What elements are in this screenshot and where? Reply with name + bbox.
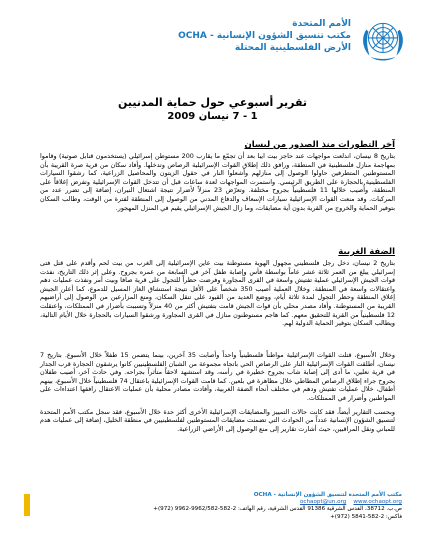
footer-organization: مكتب الأمم المتحدة لتنسيق الشؤون الإنسانية - OCHA [253,492,402,498]
section-west-bank [40,247,395,328]
website-link[interactable]: www.ochaopt.org [353,499,402,506]
report-title-block [0,96,425,124]
section-heading: الضفة الغربية [338,247,395,257]
org-line-1: الأمم المتحدة [292,19,351,29]
report-title: تقرير أسبوعي حول حماية المدنيين [117,96,308,109]
email-link[interactable]: ochaopt@un.org [300,499,347,506]
section-latest-developments [40,140,395,212]
footer-accent-bar [24,494,30,516]
footer-contact-links [72,499,402,506]
report-dates: 1 - 7 نيسان 2009 [167,111,258,122]
section-weekly-casualties [40,351,395,433]
organization-name [131,18,351,54]
un-emblem-icon [357,14,409,66]
org-line-2: مكتب تنسيق الشؤون الإنسانية - OCHA [178,31,351,41]
paragraph: وبحسب التقارير أيضاً، فقد كانت حالات التمييز والمضايقات الإسرائيلية الأخرى أكثر حدة خلال الأسبوع، فقد سجل مكتب الأمم المتحدة لتنسيق الشؤون الإنسانية عدداً من الحوادث التي تضمنت مضايقات المستوطنين لفلسطينيين في منطقة الخليل، إضافة إلى عمليات هدم للمباني ونقل المراقبين، حيث أشارت تقارير إلى منع الوصول إلى الأراضي الزراعية. [40,407,395,433]
paragraph: بتاريخ 8 نيسان، اندلعت مواجهات عند حاجز بيت ايبا بعد أن تجمّع ما يقارب 200 مستوطن إسرائيلي (يستخدمون قنابل صوتية) وقاموا بمهاجمة منازل فلسطينية في المنطقة، ورافق ذلك إطلاق القوات الإسرائيلية الرصاص وتدخلها. وأفاد سكان من قرية صرة القريبة بأن المستوطنين المتطرفين حاولوا الوصول إلى منازلهم وأشعلوا النار في حقول الزيتون والمحاصيل الزراعية، كما رشقوا السيارات الفلسطينية بالحجارة على الطريق الرئيسي. واستمرت المواجهات لعدة ساعات قبل أن تتدخل القوات الإسرائيلية وتفرض إغلاقاً على المنطقة، وأُصيب خلالها 11 فلسطينياً بجروح مختلفة. وتعرّض 23 منزلاً لأضرار نتيجة اشتعال النيران، إضافة إلى تضرر عدد من المركبات. وقد منعت القوات الإسرائيلية سيارات الإسعاف والدفاع المدني من الوصول إلى المنطقة لفترة من الوقت، وطالب السكان بتوفير الحماية والخروج من القرية بدون أية مضايقات، وما زال الجيش الإسرائيلي يقيم في المنزل المهجور. [40,152,396,212]
footer [72,492,402,521]
footer-fax: فاكس: 2-582-5841 (972)+ [330,513,402,520]
header [10,14,411,74]
paragraph: وخلال الأسبوع، قتلت القوات الإسرائيلية مواطناً فلسطينياً واحداً وأصابت 35 آخرين، بينما يتضمن 15 طفلاً خلال الأسبوع. بتاريخ 7 نيسان، أطلقت القوات الإسرائيلية النار على الرصاص الحي باتجاه مجموعة من الشبان الفلسطينيين كانوا يرشقون الحجارة قرب الجدار في قرية نعلين، ما أدى إلى إصابة شاب بجروح خطيرة في رأسه، وقد استشهد لاحقاً متأثراً بجراحه. وفي حادث آخر، أصيب طفلان بجروح جراء إطلاق الرصاص المطاطي خلال مظاهرة في بلعين. كما قامت القوات الإسرائيلية باعتقال 74 فلسطينياً خلال الأسبوع، بينهم أطفال، خلال عمليات تفتيش ودهم في مختلف أنحاء الضفة الغربية، وأفادت مصادر محلية بأن عمليات الاعتقال رافقها اعتداءات على المواطنين وأضرار في الممتلكات. [40,351,396,402]
org-line-3: الأرض الفلسطينية المحتلة [234,43,351,53]
paragraph: بتاريخ 2 نيسان، دخل رجل فلسطيني مجهول الهوية مستوطنة بيت عاين الإسرائيلية إلى الغرب من بيت لحم وأقدم على قتل فتى إسرائيلي يبلغ من العمر ثلاثة عشر عاماً بواسطة فأس وإصابة طفل آخر في السابعة من عمره بجروح. وعلى إثر ذلك التاريخ، نفذت قوات الجيش الإسرائيلي عملية تفتيش واسعة في القرى المجاورة وفرضت حظراً للتجول على قرية صافا وبيت أمر ونفذت عمليات دهم واعتقالات واسعة في المنطقة. وخلال العملية أصيب 350 شخصاً على الأقل نتيجة استنشاق الغاز المسيل للدموع، كما أعلن الجيش إغلاق المنطقة وحظر التجول لمدة ثلاثة أيام، ووضع العديد من القيود على تنقل السكان، ومنع المزارعين من الوصول إلى أراضيهم القريبة من المستوطنة. وأفاد مصدر محلي بأن قوات الجيش قامت بتفتيش أكثر من 40 منزلاً وتسببت بأضرار في الممتلكات، واعتقلت 12 فلسطينياً من القرية للتحقيق معهم. كما هاجم مستوطنون منازل في القرى المجاورة ورشقوا السيارات بالحجارة خلال الأيام التالية، ويطالب السكان بتوفير الحماية الدولية لهم. [40,259,395,328]
footer-address: ص.ب. 38712، القدس الشرقية 91386 القدس الشرقية، رقم الهاتف: 2-582-9962/582-9962 (972)+ [153,506,402,513]
section-heading: آخر التطورات منذ الصدور من لبسان [244,140,395,150]
